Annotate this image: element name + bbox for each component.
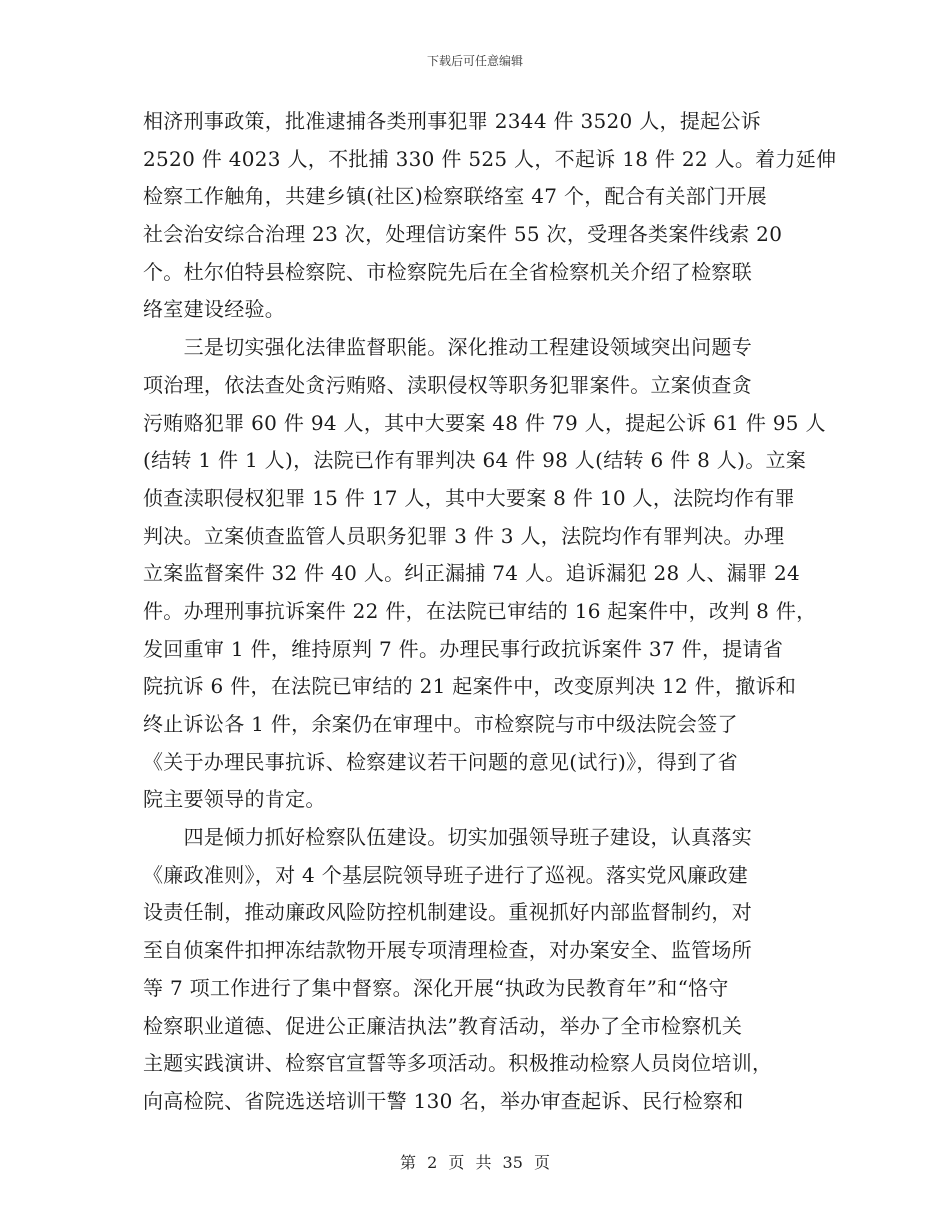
text-line: 件。办理刑事抗诉案件 22 件，在法院已审结的 16 起案件中，改判 8 件， [143, 598, 817, 623]
text-line: 社会治安综合治理 23 次，处理信访案件 55 次，受理各类案件线索 20 [143, 222, 783, 247]
text-line: 院主要领导的肯定。 [143, 787, 326, 812]
text-line: 《关于办理民事抗诉、检察建议若干问题的意见(试行)》，得到了省 [143, 749, 738, 774]
document-body [143, 103, 837, 1121]
text-line: 发回重审 1 件，维持原判 7 件。办理民事行政抗诉案件 37 件，提请省 [143, 636, 784, 661]
text-line: 侦查渎职侵权犯罪 15 件 17 人，其中大要案 8 件 10 人，法院均作有罪 [143, 485, 795, 510]
page-header: 下载后可任意编辑 [426, 54, 523, 68]
text-line: 相济刑事政策，批准逮捕各类刑事犯罪 2344 件 3520 人，提起公诉 [143, 109, 762, 133]
text-line: 终止诉讼各 1 件，余案仍在审理中。市检察院与市中级法院会签了 [143, 712, 738, 736]
text-line: 污贿赂犯罪 60 件 94 人，其中大要案 48 件 79 人，提起公诉 61 件 95 人 [143, 410, 826, 435]
text-line: 2520 件 4023 人，不批捕 330 件 525 人，不起诉 18 件 22 人。着力延伸 [143, 146, 837, 171]
text-line: 向高检院、省院选送培训干警 130 名，举办审查起诉、民行检察和 [143, 1088, 744, 1113]
page-footer: 第 2 页 共 35 页 [400, 1153, 550, 1172]
paragraph-start-line: 三是切实强化法律监督职能。深化推动工程建设领域突出问题专 [143, 335, 752, 360]
text-line: 项治理，依法查处贪污贿赂、渎职侵权等职务犯罪案件。立案侦查贪 [143, 372, 752, 397]
text-line: 主题实践演讲、检察官宣誓等多项活动。积极推动检察人员岗位培训， [143, 1051, 773, 1076]
text-line: (结转 1 件 1 人)，法院已作有罪判决 64 件 98 人(结转 6 件 8 人)。立案 [143, 448, 807, 473]
text-line: 等 7 项工作进行了集中督察。深化开展“执政为民教育年”和“恪守 [143, 975, 729, 1000]
paragraph-start-line: 四是倾力抓好检察队伍建设。切实加强领导班子建设，认真落实 [143, 825, 752, 850]
text-line: 检察职业道德、促进公正廉洁执法”教育活动，举办了全市检察机关 [143, 1013, 743, 1038]
text-line: 《廉政准则》，对 4 个基层院领导班子进行了巡视。落实党风廉政建 [143, 862, 749, 887]
text-line: 判决。立案侦查监管人员职务犯罪 3 件 3 人，法院均作有罪判决。办理 [143, 523, 785, 548]
text-line: 设责任制，推动廉政风险防控机制建设。重视抓好内部监督制约，对 [143, 900, 752, 925]
text-line: 检察工作触角，共建乡镇(社区)检察联络室 47 个，配合有关部门开展 [143, 184, 767, 209]
text-line: 立案监督案件 32 件 40 人。纠正漏捕 74 人。追诉漏犯 28 人、漏罪 24 [143, 561, 801, 586]
text-line: 院抗诉 6 件，在法院已审结的 21 起案件中，改变原判决 12 件，撤诉和 [143, 674, 797, 699]
text-line: 个。杜尔伯特县检察院、市检察院先后在全省检察机关介绍了检察联 [143, 259, 752, 284]
text-line: 至自侦案件扣押冻结款物开展专项清理检查，对办案安全、监管场所 [143, 938, 752, 963]
text-line: 络室建设经验。 [143, 297, 286, 322]
